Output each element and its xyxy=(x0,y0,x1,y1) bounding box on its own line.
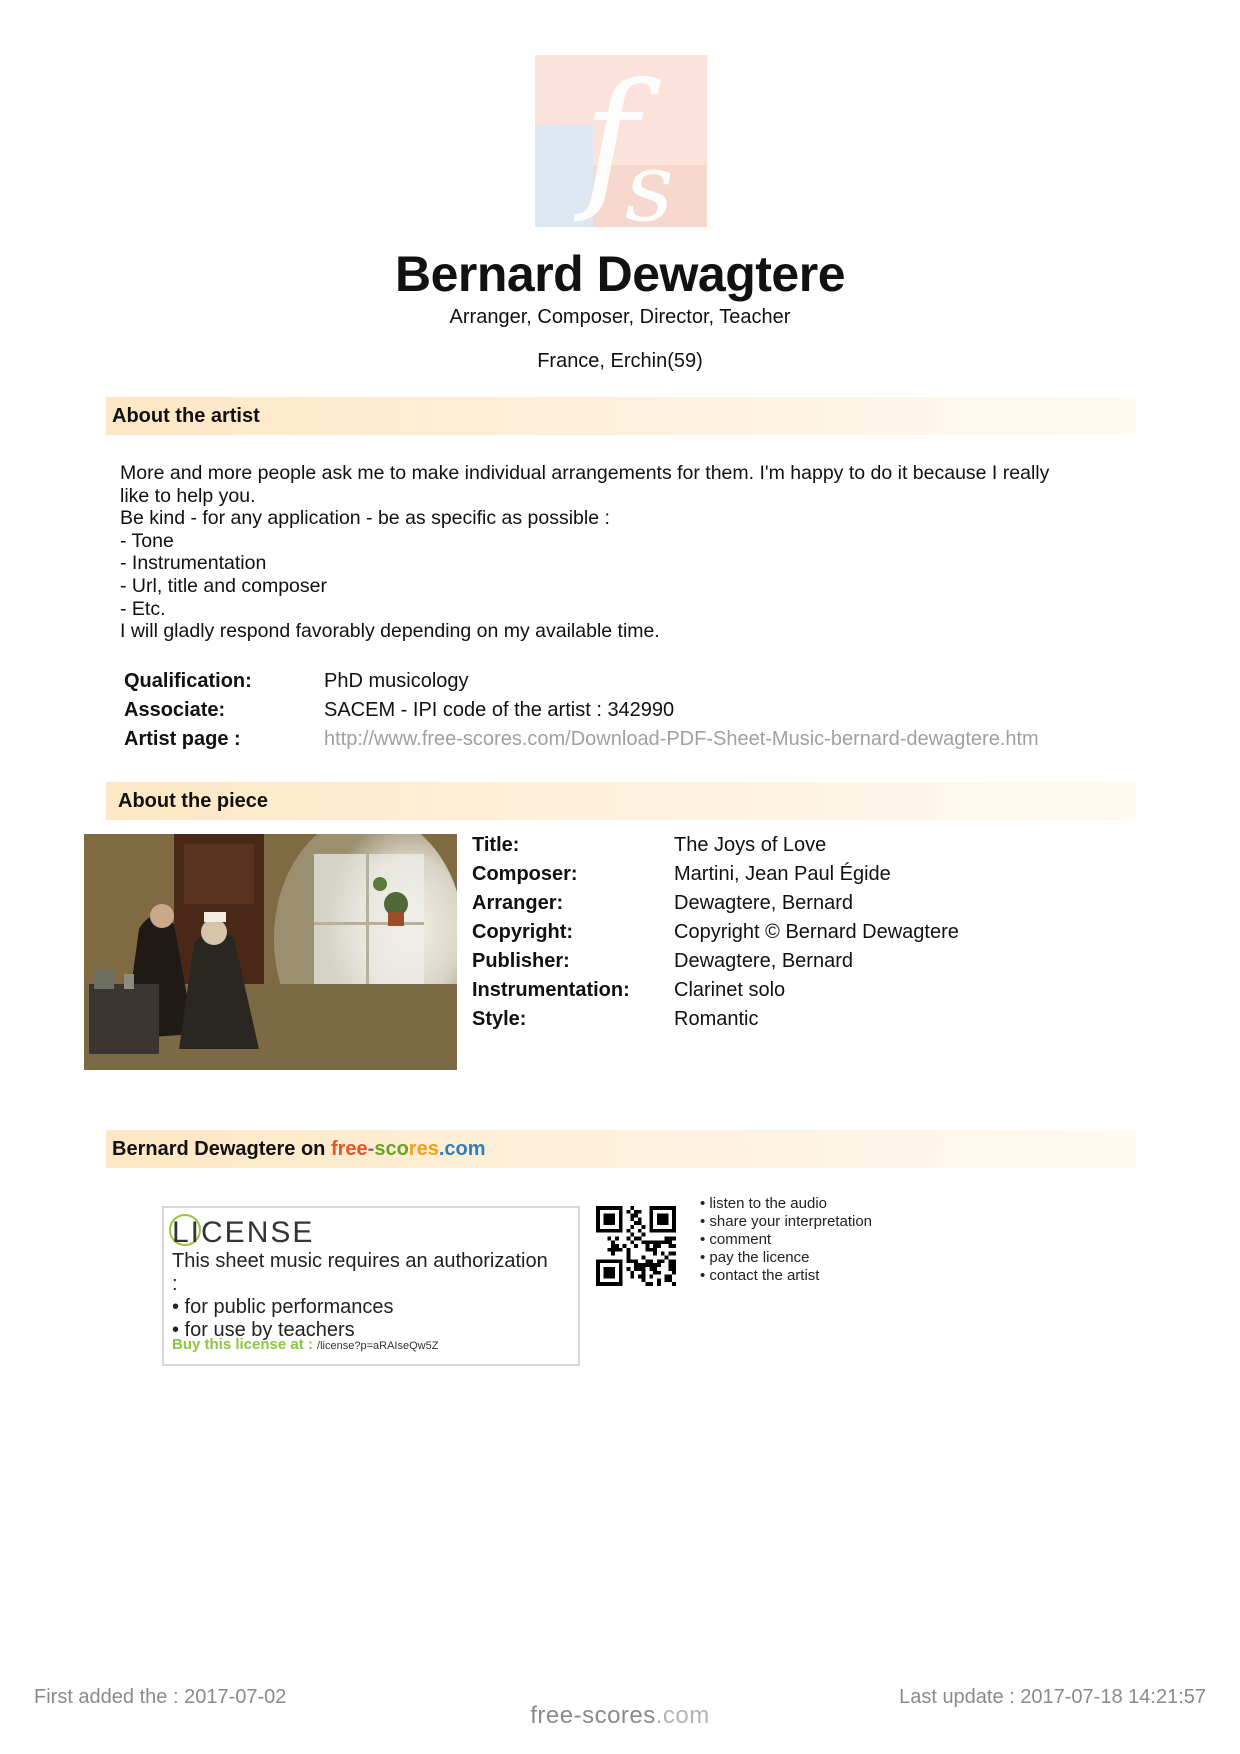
about-line: - Tone xyxy=(120,529,174,552)
copyright-label: Copyright: xyxy=(472,921,574,943)
feature-item: • pay the licence xyxy=(700,1249,810,1266)
artist-location: France, Erchin(59) xyxy=(537,350,703,372)
about-piece-heading: About the piece xyxy=(106,782,1136,820)
artist-name: Bernard Dewagtere xyxy=(395,246,845,302)
license-line: : xyxy=(172,1273,178,1295)
qualification-label: Qualification: xyxy=(124,670,252,692)
style-label: Style: xyxy=(472,1008,527,1030)
style-value: Romantic xyxy=(674,1008,759,1030)
site-name-res[interactable]: res xyxy=(408,1138,439,1160)
feature-item: • comment xyxy=(700,1231,772,1248)
qualification-value: PhD musicology xyxy=(324,670,469,692)
piece-info-table xyxy=(472,834,959,1037)
about-line: like to help you. xyxy=(120,484,256,507)
feature-item: • listen to the audio xyxy=(700,1195,828,1212)
about-artist-text xyxy=(120,462,1120,643)
site-name-free[interactable]: free xyxy=(330,1138,368,1160)
arranger-value: Dewagtere, Bernard xyxy=(674,892,853,914)
site-name-dash[interactable]: - xyxy=(367,1138,375,1160)
piece-info-row xyxy=(472,834,959,863)
about-line: Be kind - for any application - be as specific as possible : xyxy=(120,507,610,530)
artist-page-link[interactable]: http://www.free-scores.com/Download-PDF-Sheet-Music-bernard-dewagtere.htm xyxy=(324,728,1039,750)
first-added-date: First added the : 2017-07-02 xyxy=(34,1686,287,1708)
associate-label: Associate: xyxy=(124,699,226,721)
instrumentation-value: Clarinet solo xyxy=(674,979,786,1001)
painting-image xyxy=(84,834,457,1070)
svg-text:s: s xyxy=(625,133,674,227)
license-line: • for public performances xyxy=(172,1296,394,1318)
about-line: - Instrumentation xyxy=(120,552,267,575)
on-site-prefix: Bernard Dewagtere on xyxy=(112,1138,331,1160)
artist-info-row xyxy=(124,670,1039,699)
artist-roles: Arranger, Composer, Director, Teacher xyxy=(449,306,791,328)
license-description xyxy=(172,1250,572,1342)
license-line: This sheet music requires an authorization xyxy=(172,1250,548,1272)
artist-info-row xyxy=(124,699,1039,728)
about-artist-heading: About the artist xyxy=(106,397,1136,435)
on-site-heading xyxy=(106,1130,1136,1168)
footer-logo-com: .com xyxy=(655,1702,710,1729)
about-line: - Url, title and composer xyxy=(120,574,327,597)
artist-info-table xyxy=(124,670,1039,757)
title-label: Title: xyxy=(472,834,520,856)
buy-license-link[interactable]: /license?p=aRAIseQw5Z xyxy=(317,1340,439,1352)
license-line: • for use by teachers xyxy=(172,1319,355,1341)
about-line: More and more people ask me to make individual arrangements for them. I'm happy to do it because I really xyxy=(120,462,1050,484)
buy-license-label: Buy this license at : xyxy=(172,1336,318,1353)
feature-item: • contact the artist xyxy=(700,1267,820,1284)
associate-value: SACEM - IPI code of the artist : 342990 xyxy=(324,699,675,721)
composer-value: Martini, Jean Paul Égide xyxy=(674,863,891,885)
site-name-com[interactable]: .com xyxy=(438,1138,486,1160)
artist-page-label: Artist page : xyxy=(124,728,241,750)
composer-label: Composer: xyxy=(472,863,578,885)
piece-info-row xyxy=(472,950,959,979)
svg-text:f: f xyxy=(583,55,639,226)
instrumentation-label: Instrumentation: xyxy=(472,979,630,1001)
piece-info-row xyxy=(472,979,959,1008)
copyright-value: Copyright © Bernard Dewagtere xyxy=(674,921,959,943)
last-update-date: Last update : 2017-07-18 14:21:57 xyxy=(899,1686,1206,1708)
piece-info-row xyxy=(472,921,959,950)
buy-license xyxy=(172,1336,438,1353)
piece-info-row xyxy=(472,892,959,921)
about-line: - Etc. xyxy=(120,597,166,620)
license-box xyxy=(162,1206,580,1366)
footer-logo-dash: - xyxy=(573,1702,583,1729)
features-list xyxy=(700,1195,872,1285)
publisher-value: Dewagtere, Bernard xyxy=(674,950,853,972)
qr-code-icon[interactable] xyxy=(596,1206,676,1286)
piece-info-row xyxy=(472,863,959,892)
license-title: LICENSE xyxy=(172,1216,315,1249)
piece-info-row xyxy=(472,1008,959,1037)
site-name-sco[interactable]: sco xyxy=(374,1138,409,1160)
footer-site-logo xyxy=(0,1702,1240,1730)
feature-item: • share your interpretation xyxy=(700,1213,873,1230)
footer-logo-scores: scores xyxy=(582,1702,656,1729)
free-scores-logo-icon xyxy=(535,55,707,227)
publisher-label: Publisher: xyxy=(472,950,570,972)
artist-info-row xyxy=(124,728,1039,757)
arranger-label: Arranger: xyxy=(472,892,564,914)
footer-logo-free: free xyxy=(530,1702,574,1729)
title-value: The Joys of Love xyxy=(674,834,827,856)
about-line: I will gladly respond favorably depending on my available time. xyxy=(120,620,660,643)
